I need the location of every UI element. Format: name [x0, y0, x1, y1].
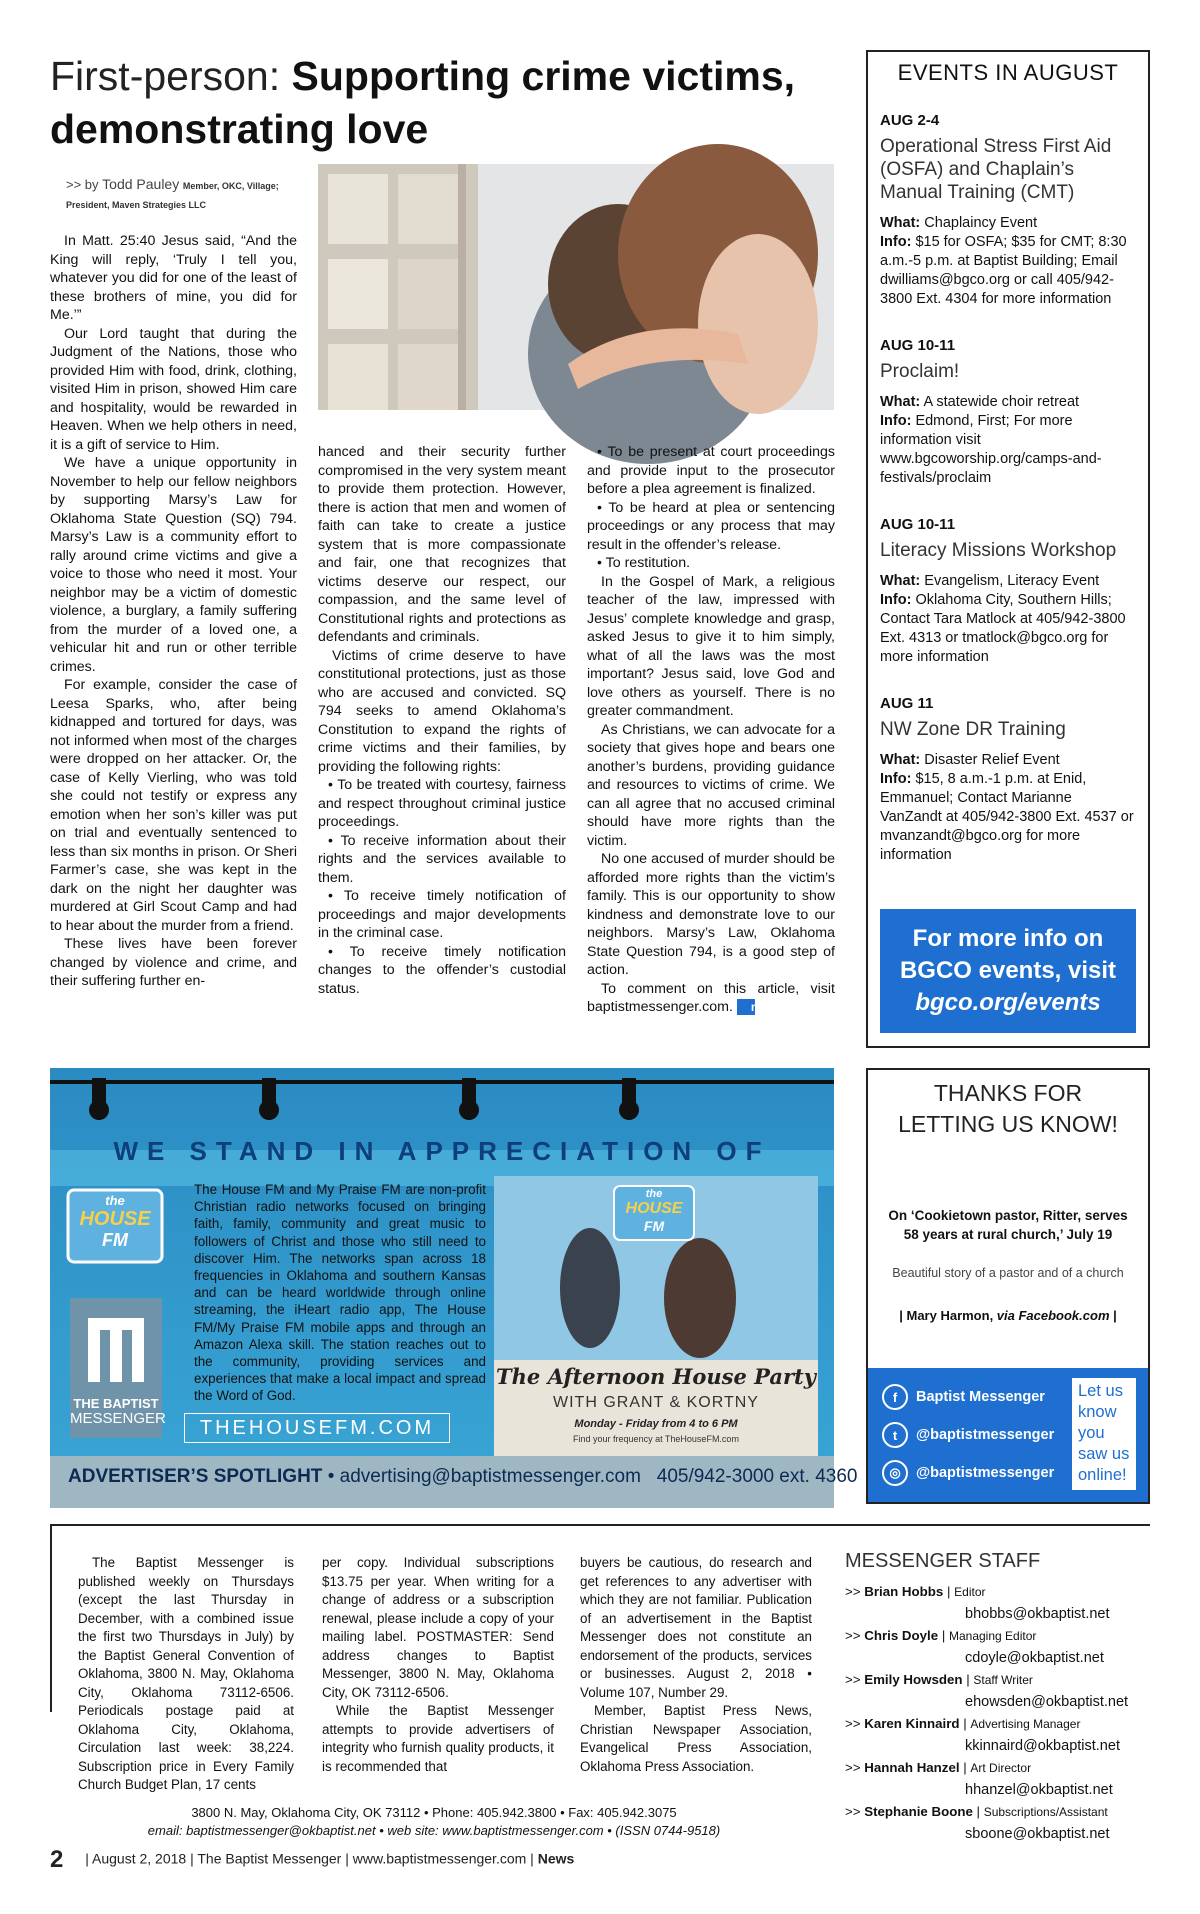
staff-member: >> Emily Howsden | Staff Writer ehowsden@okbaptist.net: [845, 1669, 1150, 1713]
staff-name: Karen Kinnaird: [864, 1716, 960, 1731]
byline: [66, 175, 306, 214]
staff-email[interactable]: ehowsden@okbaptist.net: [965, 1694, 1129, 1710]
pubinfo-column-3: buyers be cautious, do research and get references to any advertiser with which they are not familiar. Publication of an advertisement in the Baptist Messenger does not constitute an endorsement of the products, services or businesses. August 2, 2018 • Volume 107, Number 29. Member, Baptist Press News, Christian Newspaper Association, Evangelical Press Association, Oklahoma Press Association.: [580, 1555, 812, 1774]
section-divider-vertical: [50, 1524, 52, 1712]
article-column-3: [587, 443, 835, 1017]
event-info: Info: $15, 8 a.m.-1 p.m. at Enid, Emmanuel; Contact Marianne VanZandt at 405/942-3800 Ext. 4537 or mvanzandt@bgco.org for more information: [880, 771, 1134, 863]
staff-email[interactable]: cdoyle@okbaptist.net: [965, 1650, 1104, 1666]
social-twitter-link[interactable]: t @baptistmessenger: [882, 1420, 1054, 1450]
event-item: [880, 695, 1136, 865]
event-item: [880, 112, 1136, 309]
ad-headline: WE STAND IN APPRECIATION OF: [113, 1136, 771, 1166]
staff-name: Emily Howsden: [864, 1672, 963, 1687]
staff-member: >> Stephanie Boone | Subscriptions/Assistant sboone@okbaptist.net: [845, 1801, 1150, 1845]
article-title: [50, 50, 850, 156]
ad-footer-line: ADVERTISER’S SPOTLIGHT • advertising@baptistmessenger.com 405/942-3000 ext. 4360: [68, 1466, 858, 1487]
event-date: AUG 10-11: [880, 337, 956, 354]
event-name: Literacy Missions Workshop: [880, 540, 1117, 561]
rights-bullet: • To restitution.: [597, 555, 691, 571]
page-number: 2: [50, 1846, 64, 1873]
staff-member: >> Chris Doyle | Managing Editor cdoyle@okbaptist.net: [845, 1625, 1150, 1669]
ad-footer-label: ADVERTISER’S SPOTLIGHT: [68, 1466, 323, 1487]
article-paragraph: Our Lord taught that during the Judgment of the Nations, those who provided Him with food, drink, clothing, visited Him in prison, showed Him care and hospitality, would be rewarded in Heaven. When we help others in need, it is a gift of service to Him.: [50, 325, 297, 453]
contact-address: 3800 N. May, Oklahoma City, OK 73112 • Phone: 405.942.3800 • Fax: 405.942.3075 email: baptistmessenger@okbaptist.net • web site: www.baptistmessenger.com • (ISSN 0744-9518): [147, 1805, 721, 1838]
thanks-attribution: | Mary Harmon, via Facebook.com |: [899, 1308, 1117, 1323]
comment-link[interactable]: To comment on this article, visit baptistmessenger.com. m: [587, 980, 835, 1015]
page-footer: 2 | August 2, 2018 | The Baptist Messenger | www.baptistmessenger.com | News: [50, 1846, 575, 1873]
staff-member: >> Karen Kinnaird | Advertising Manager kkinnaird@okbaptist.net: [845, 1713, 1150, 1757]
hug-photo-image: [318, 164, 834, 410]
show-time: Monday - Friday from 4 to 6 PM: [574, 1418, 738, 1430]
section-divider: [50, 1524, 1150, 1526]
facebook-icon: f: [882, 1384, 908, 1410]
rights-bullet: • To receive timely notification of proceedings and major developments in the criminal case.: [318, 888, 566, 941]
event-info: Info: $15 for OSFA; $35 for CMT; 8:30 a.m.-5 p.m. at Baptist Building; Email dwilliams@bgco.org or call 405/942-3800 Ext. 4304 for more information: [880, 234, 1127, 307]
messenger-m-icon: m: [737, 999, 755, 1015]
house-fm-logo-small: the HOUSE FM: [625, 1188, 683, 1234]
ad-url-box[interactable]: THEHOUSEFM.COM: [184, 1413, 450, 1443]
thanks-box: [866, 1068, 1150, 1504]
article-paragraph: These lives have been forever changed by violence and crime, and their suffering further en-: [50, 936, 297, 989]
author-name: Todd Pauley: [102, 176, 180, 192]
staff-role: Subscriptions/Assistant: [983, 1805, 1108, 1819]
show-title: The Afternoon House Party: [496, 1364, 816, 1389]
event-date: AUG 11: [880, 695, 934, 712]
title-prefix: First-person:: [50, 53, 281, 99]
events-cta-link[interactable]: bgco.org/events: [915, 989, 1101, 1016]
article-paragraph: As Christians, we can advocate for a society that gives hope and bears one another’s burdens, providing guidance and resources to victims of crime. We can all agree that no accused criminal should have more rights than the victim.: [587, 721, 835, 849]
event-name: Operational Stress First Aid (OSFA) and Chaplain’s Manual Training (CMT): [880, 136, 1112, 203]
thanks-story-title: On ‘Cookietown pastor, Ritter, serves 58 years at rural church,’ July 19: [888, 1208, 1128, 1242]
article-paragraph: In the Gospel of Mark, a religious teacher of the law, impressed with Jesus’ complete knowledge and grasp, asked Jesus to give it to him simply, what of all the laws was the most important? Jesus said, love God and love others as yourself. There is no greater commandment.: [587, 573, 835, 719]
author-title: Member, OKC, Village; President, Maven Strategies LLC: [66, 181, 279, 210]
event-what: What: A statewide choir retreat: [880, 394, 1080, 410]
footer-date: August 2, 2018: [92, 1850, 187, 1867]
staff-email[interactable]: kkinnaird@okbaptist.net: [965, 1738, 1120, 1754]
rights-bullet: • To be treated with courtesy, fairness and respect throughout criminal justice proceedings.: [318, 777, 566, 830]
event-item: [880, 337, 1136, 488]
event-info: Info: Oklahoma City, Southern Hills; Contact Tara Matlock at 405/942-3800 Ext. 4313 or tmatlock@bgco.org for more information: [880, 592, 1126, 665]
baptist-messenger-logo: THE BAPTIST MESSENGER: [70, 1396, 166, 1427]
event-date: AUG 2-4: [880, 112, 940, 129]
article-column-2: [318, 443, 566, 998]
social-note: Let us know you saw us online!: [1072, 1378, 1136, 1490]
social-media-panel: [868, 1368, 1148, 1502]
events-heading: EVENTS IN AUGUST: [897, 60, 1119, 85]
instagram-icon: ◎: [882, 1460, 908, 1486]
social-instagram-link[interactable]: ◎ @baptistmessenger: [882, 1458, 1054, 1488]
event-what: What: Disaster Relief Event: [880, 752, 1060, 768]
social-facebook-link[interactable]: f Baptist Messenger: [882, 1382, 1045, 1412]
staff-email[interactable]: hhanzel@okbaptist.net: [965, 1782, 1113, 1798]
staff-role: Editor: [954, 1585, 986, 1599]
event-what: What: Evangelism, Literacy Event: [880, 573, 1100, 589]
staff-role: Managing Editor: [948, 1629, 1037, 1643]
event-date: AUG 10-11: [880, 516, 956, 533]
events-box: [866, 50, 1150, 1048]
house-fm-logo: the HOUSE FM: [79, 1193, 151, 1250]
twitter-icon: t: [882, 1422, 908, 1448]
staff-email[interactable]: bhobbs@okbaptist.net: [965, 1606, 1110, 1622]
article-paragraph: In Matt. 25:40 Jesus said, “And the King will reply, ‘Truly I tell you, whatever you did for one of the least of these brothers of mine, you did for Me.’”: [50, 233, 297, 323]
show-frequency: Find your frequency at TheHouseFM.com: [573, 1434, 739, 1444]
title-main: Supporting crime victims, demonstrating love: [50, 53, 796, 152]
staff-heading: MESSENGER STAFF: [845, 1550, 1041, 1572]
event-item: [880, 516, 1136, 667]
staff-name: Chris Doyle: [864, 1628, 939, 1643]
staff-role: Staff Writer: [973, 1673, 1033, 1687]
events-cta-banner[interactable]: For more info on BGCO events, visit bgco.org/events: [880, 909, 1136, 1033]
event-name: NW Zone DR Training: [880, 719, 1066, 740]
thanks-comment: Beautiful story of a pastor and of a church: [892, 1266, 1124, 1280]
rights-bullet: • To be present at court proceedings and provide input to the prosecutor before a plea agreement is finalized.: [587, 444, 835, 497]
article-photo: [318, 164, 834, 410]
staff-member: >> Brian Hobbs | Editor bhobbs@okbaptist.net: [845, 1581, 1150, 1625]
rights-bullet: • To receive information about their rights and the services available to them.: [318, 832, 566, 886]
ad-body-text: The House FM and My Praise FM are non-profit Christian radio networks focused on bringing faith, family, community and great music to followers of Christ and those who still need to discover Him. The networks span across 18 frequencies in Oklahoma and southern Kansas and can be heard worldwide through online streaming, the iHeart radio app, The House FM/My Praise FM mobile apps and through an Amazon Alexa skill. The station reaches out to the community, providing services and experiences that make a local impact and spread the Word of God.: [194, 1182, 486, 1404]
pubinfo-column-2: per copy. Individual subscriptions $13.75 per year. When writing for a change of address or a subscription renewal, please include a copy of your mailing label. POSTMASTER: Send address changes to Baptist Messenger, 3800 N. May, Oklahoma City, OK 73112-6506. While the Baptist Messenger attempts to provide advertisers of integrity who furnish quality products, it is recommended that: [322, 1555, 554, 1774]
event-info: Info: Edmond, First; For more information visit www.bgcoworship.org/camps-and-festivals/proclaim: [880, 413, 1102, 486]
staff-name: Brian Hobbs: [864, 1584, 944, 1599]
article-paragraph: We have a unique opportunity in November to help our fellow neighbors by supporting Marsy’s Law for Oklahoma State Question (SQ) 794. Marsy’s Law is a community effort to rally around crime victims and give a voice to those who need it most. Your neighbor may be a victim of domestic violence, a burglary, a family suffering from the murder of a loved one, a vehicular hit and run or other terrible crimes.: [50, 455, 297, 675]
staff-role: Art Director: [970, 1761, 1032, 1775]
article-paragraph: No one accused of murder should be afforded more rights than the victim’s family. This is our opportunity to show kindness and demonstrate love to our neighbors. Marsy’s Law, Oklahoma State Question 794, is a good step of action.: [587, 851, 835, 978]
footer-website[interactable]: www.baptistmessenger.com: [352, 1850, 527, 1867]
staff-name: Hannah Hanzel: [864, 1760, 960, 1775]
article-paragraph: For example, consider the case of Leesa Sparks, who, after being kidnapped and tortured for days, was not informed when most of the charges were dropped on her attacker. Or, the case of Kelly Vierling, who was told she could not testify or express any emotion when her son’s killer was put on trial and eventually sentenced to less than six months in prison. Or Sheri Farmer’s case, she was kept in the dark on the night her daughter was murdered at Girl Scout Camp and had to hear about the murder from a friend.: [50, 677, 297, 934]
event-name: Proclaim!: [880, 361, 960, 382]
event-what: What: Chaplaincy Event: [880, 215, 1038, 231]
footer-publication: The Baptist Messenger: [197, 1850, 342, 1867]
byline-prefix: >> by: [66, 177, 99, 192]
pubinfo-column-1: The Baptist Messenger is published weekly on Thursdays (except the last Thursday in December, with a combined issue the first two Thursdays in July) by the Baptist General Convention of Oklahoma, 3800 N. May, Oklahoma City, Oklahoma 73112-6506. Periodicals postage paid at Oklahoma City, Oklahoma, Circulation last week: 38,224. Subscription price in Every Family Church Budget Plan, 17 cents: [78, 1555, 294, 1792]
article-paragraph: Victims of crime deserve to have constitutional protections, just as those who are accused and convicted. SQ 794 seeks to amend Oklahoma’s Constitution to expand the rights of crime victims and their families, by providing the following rights:: [318, 647, 566, 775]
staff-role: Advertising Manager: [970, 1717, 1081, 1731]
ad-footer-email[interactable]: advertising@baptistmessenger.com: [339, 1466, 641, 1487]
messenger-staff: [845, 1550, 1150, 1845]
show-subtitle: WITH GRANT & KORTNY: [553, 1394, 759, 1411]
article-column-1: [50, 232, 297, 991]
footer-section: News: [537, 1850, 575, 1867]
advertiser-spotlight-ad[interactable]: [50, 1068, 858, 1508]
rights-bullet: • To receive timely notification changes to the offender’s custodial status.: [318, 943, 566, 997]
rights-bullet: • To be heard at plea or sentencing proceedings or any process that may result in the offender’s release.: [587, 499, 835, 553]
thanks-heading: THANKS FOR LETTING US KNOW!: [898, 1080, 1118, 1137]
staff-member: >> Hannah Hanzel | Art Director hhanzel@okbaptist.net: [845, 1757, 1150, 1801]
staff-email[interactable]: sboone@okbaptist.net: [965, 1826, 1110, 1842]
staff-name: Stephanie Boone: [864, 1804, 973, 1819]
ad-footer-phone: 405/942-3000 ext. 4360: [656, 1466, 858, 1487]
article-paragraph: hanced and their security further compromised in the very system meant to provide them protection. However, there is action that men and women of faith can take to create a justice system that is more compassionate and fair, one that recognizes that victims deserve our respect, our compassion, and the same level of Constitutional rights and protections as defendants and criminals.: [318, 444, 566, 645]
